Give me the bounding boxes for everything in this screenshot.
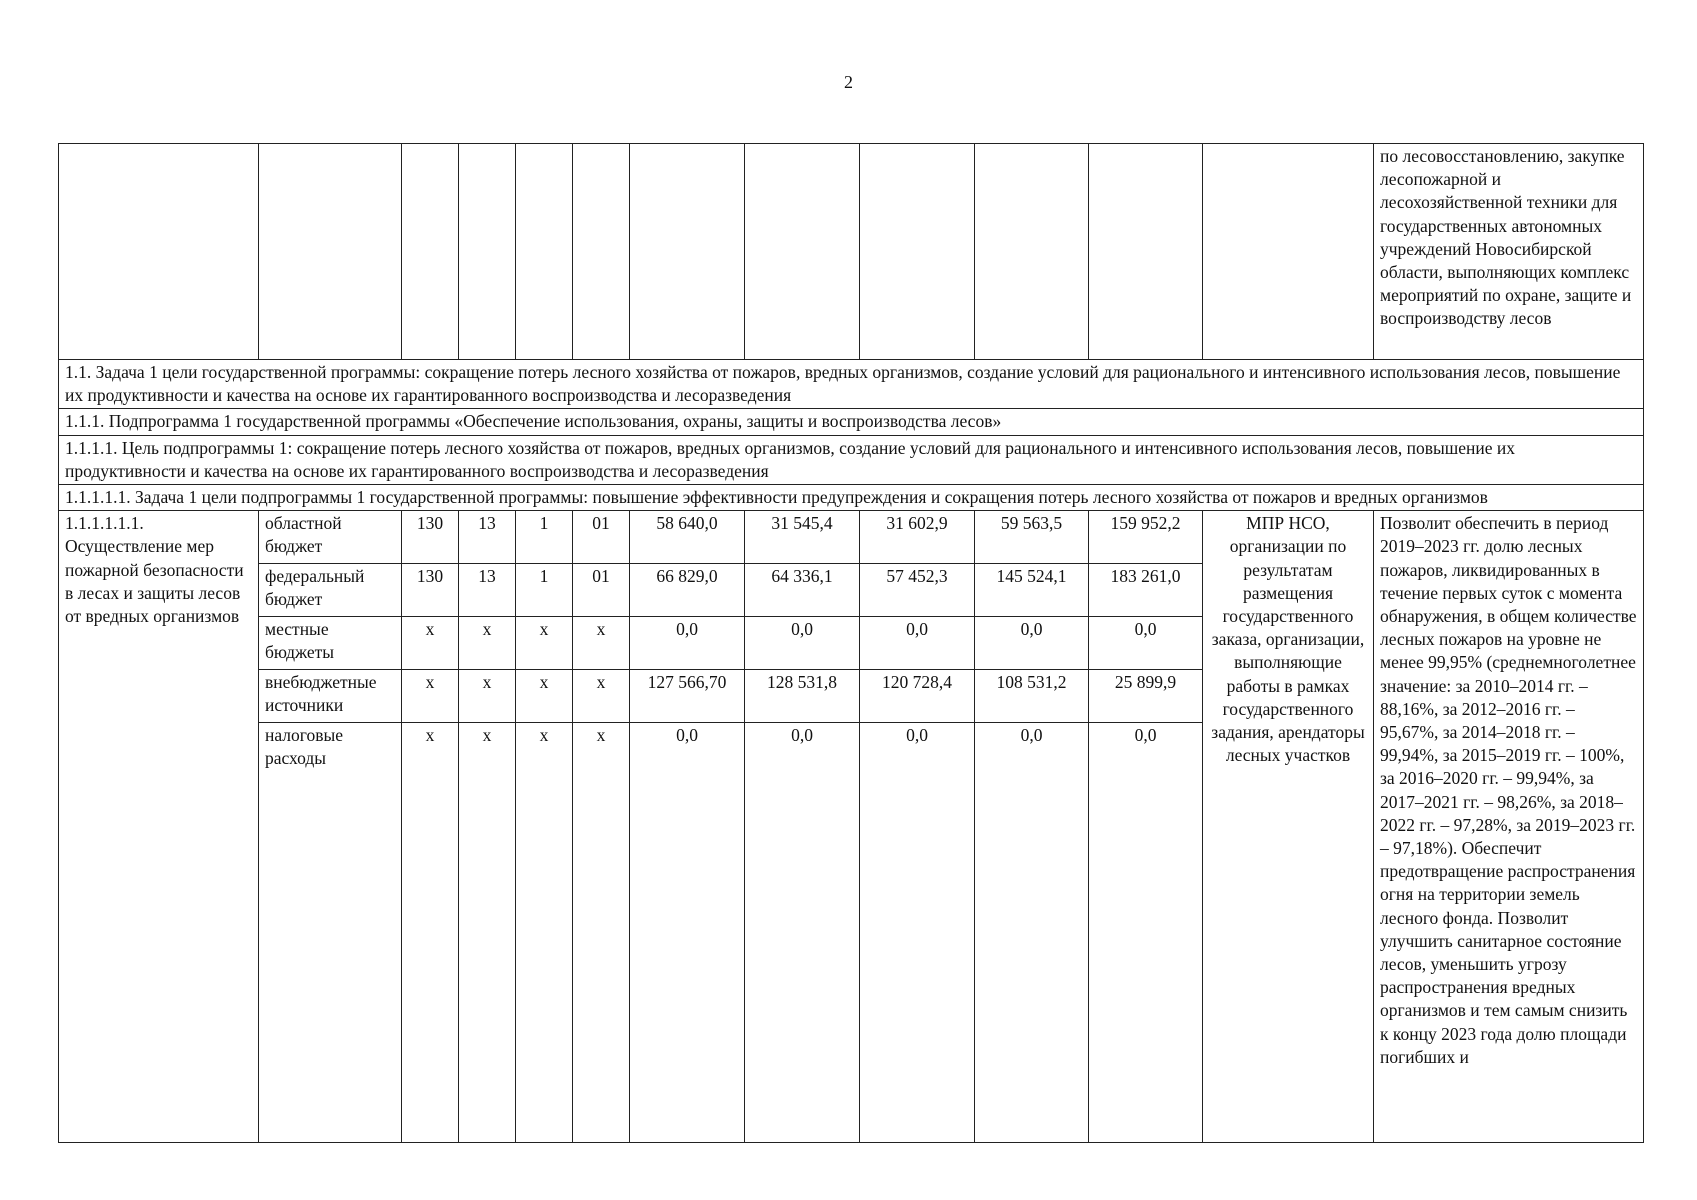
code-cell: x: [459, 670, 516, 723]
empty-cell: [402, 144, 459, 360]
amount-cell: 0,0: [630, 617, 745, 670]
code-cell: 1: [516, 511, 573, 564]
amount-cell: 57 452,3: [860, 564, 975, 617]
amount-cell: 128 531,8: [745, 670, 860, 723]
funding-source: местные бюджеты: [259, 617, 402, 670]
result-continuation-text: по лесовосстановлению, закупке лесопожарной и лесохозяйственной техники для государственных автономных учреждений Новосибирской области, выполняющих комплекс мероприятий по охране, защите и воспроизводству лесов: [1374, 144, 1644, 360]
amount-cell: 120 728,4: [860, 670, 975, 723]
code-cell: x: [459, 723, 516, 1143]
section-row: [59, 435, 1644, 484]
amount-cell: 0,0: [860, 723, 975, 1143]
funding-source: областной бюджет: [259, 511, 402, 564]
expected-result-cell: Позволит обеспечить в период 2019–2023 гг. долю лесных пожаров, ликвидированных в течение первых суток с момента обнаружения, в общем количестве лесных пожаров на уровне не менее 99,95% (среднемноголетнее значение: за 2010–2014 гг. – 88,16%, за 2012–2016 гг. – 95,67%, за 2014–2018 гг. – 99,94%, за 2015–2019 гг. – 100%, за 2016–2020 гг. – 99,94%, за 2017–2021 гг. – 98,26%, за 2018–2022 гг. – 97,28%, за 2019–2023 гг. – 97,18%). Обеспечит предотвращение распространения огня на территории земель лесного фонда. Позволит улучшить санитарное состояние лесов, уменьшить угрозу распространения вредных организмов и тем самым снизить к концу 2023 года долю площади погибших и: [1374, 511, 1644, 1143]
code-cell: 1: [516, 564, 573, 617]
empty-cell: [975, 144, 1089, 360]
amount-cell: 0,0: [745, 723, 860, 1143]
amount-cell: 31 545,4: [745, 511, 860, 564]
amount-cell: 25 899,9: [1089, 670, 1203, 723]
amount-cell: 59 563,5: [975, 511, 1089, 564]
measure-name: 1.1.1.1.1.1. Осуществление мер пожарной безопасности в лесах и защиты лесов от вредных организмов: [59, 511, 259, 1143]
code-cell: x: [573, 723, 630, 1143]
funding-row: [59, 511, 1644, 564]
amount-cell: 145 524,1: [975, 564, 1089, 617]
code-cell: 01: [573, 511, 630, 564]
amount-cell: 58 640,0: [630, 511, 745, 564]
continuation-row: [59, 144, 1644, 360]
empty-cell: [1089, 144, 1203, 360]
empty-cell: [630, 144, 745, 360]
amount-cell: 0,0: [630, 723, 745, 1143]
amount-cell: 183 261,0: [1089, 564, 1203, 617]
code-cell: 01: [573, 564, 630, 617]
code-cell: x: [402, 617, 459, 670]
code-cell: x: [516, 723, 573, 1143]
funding-source: федеральный бюджет: [259, 564, 402, 617]
funding-source: внебюджетные источники: [259, 670, 402, 723]
amount-cell: 31 602,9: [860, 511, 975, 564]
subprogram-goal-heading: 1.1.1.1. Цель подпрограммы 1: сокращение потерь лесного хозяйства от пожаров, вредных организмов, создание условий для рационального и интенсивного использования лесов, повышение их продуктивности и качества на основе их гарантированного воспроизводства и лесоразведения: [59, 435, 1644, 484]
code-cell: x: [516, 670, 573, 723]
empty-cell: [59, 144, 259, 360]
empty-cell: [1203, 144, 1374, 360]
task-heading: 1.1. Задача 1 цели государственной программы: сокращение потерь лесного хозяйства от пожаров, вредных организмов, создание условий для рационального и интенсивного использования лесов, повышение их продуктивности и качества на основе их гарантированного воспроизводства и лесоразведения: [59, 360, 1644, 409]
amount-cell: 66 829,0: [630, 564, 745, 617]
section-row: [59, 360, 1644, 409]
empty-cell: [745, 144, 860, 360]
amount-cell: 159 952,2: [1089, 511, 1203, 564]
subprogram-task-heading: 1.1.1.1.1. Задача 1 цели подпрограммы 1 государственной программы: повышение эффективности предупреждения и сокращения потерь лесного хозяйства от пожаров и вредных организмов: [59, 485, 1644, 511]
amount-cell: 0,0: [975, 723, 1089, 1143]
code-cell: x: [573, 617, 630, 670]
section-row: [59, 485, 1644, 511]
empty-cell: [259, 144, 402, 360]
empty-cell: [860, 144, 975, 360]
page-number: 2: [844, 72, 853, 92]
amount-cell: 108 531,2: [975, 670, 1089, 723]
code-cell: x: [573, 670, 630, 723]
amount-cell: 127 566,70: [630, 670, 745, 723]
subprogram-heading: 1.1.1. Подпрограмма 1 государственной программы «Обеспечение использования, охраны, защиты и воспроизводства лесов»: [59, 409, 1644, 435]
code-cell: x: [459, 617, 516, 670]
section-row: [59, 409, 1644, 435]
empty-cell: [573, 144, 630, 360]
amount-cell: 0,0: [1089, 723, 1203, 1143]
code-cell: x: [516, 617, 573, 670]
code-cell: 13: [459, 511, 516, 564]
empty-cell: [459, 144, 516, 360]
code-cell: 13: [459, 564, 516, 617]
funding-source: налоговые расходы: [259, 723, 402, 1143]
amount-cell: 0,0: [860, 617, 975, 670]
amount-cell: 0,0: [1089, 617, 1203, 670]
amount-cell: 0,0: [975, 617, 1089, 670]
program-table: [58, 143, 1644, 1143]
amount-cell: 64 336,1: [745, 564, 860, 617]
code-cell: x: [402, 723, 459, 1143]
code-cell: 130: [402, 511, 459, 564]
code-cell: x: [402, 670, 459, 723]
executors-cell: МПР НСО, организации по результатам размещения государственного заказа, организации, выполняющие работы в рамках государственного задания, арендаторы лесных участков: [1203, 511, 1374, 1143]
empty-cell: [516, 144, 573, 360]
code-cell: 130: [402, 564, 459, 617]
amount-cell: 0,0: [745, 617, 860, 670]
